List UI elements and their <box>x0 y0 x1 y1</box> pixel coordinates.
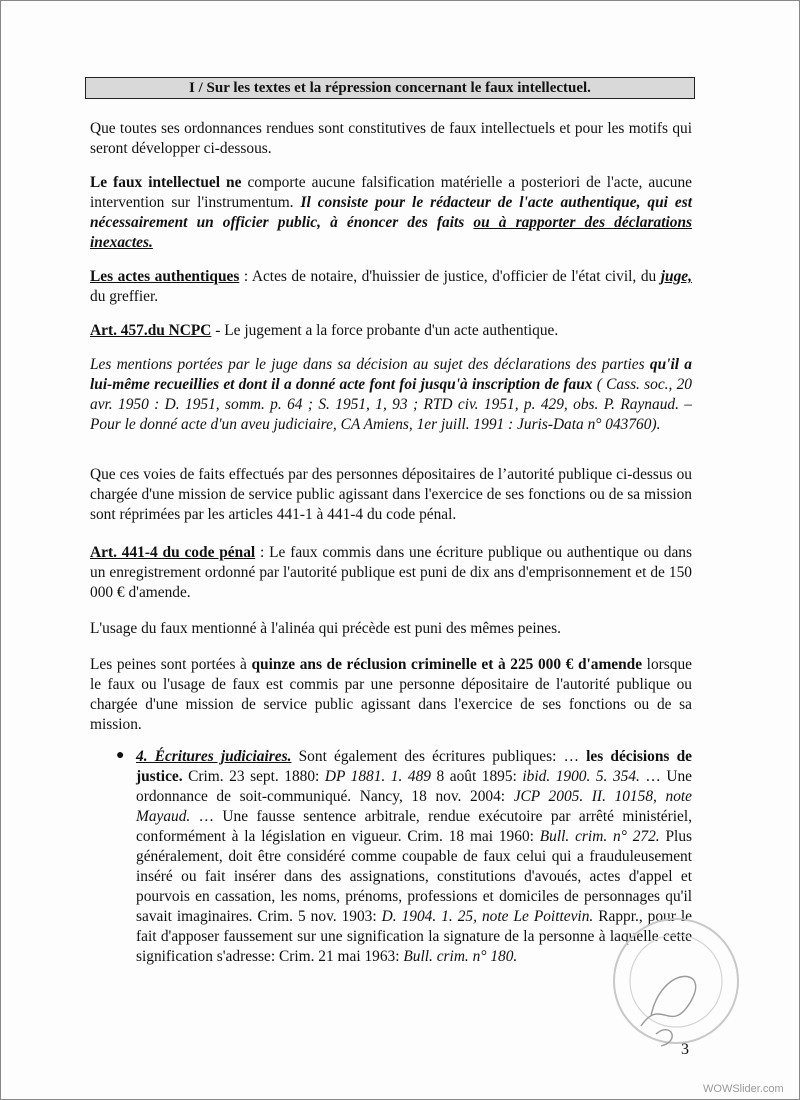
paragraph-art-457 <box>90 321 692 341</box>
citation-span: D. 1904. 1. 25, note Le Poittevin. <box>381 908 594 925</box>
text-span: : Actes de notaire, d'huissier de justice, d'officier de l'état civil, du <box>239 268 661 285</box>
label-actes-authentiques: Les actes authentiques <box>90 268 240 285</box>
text-span: - Le jugement a la force probante d'un acte authentique. <box>211 322 559 339</box>
paragraph-intro: Que toutes ses ordonnances rendues sont constitutives de faux intellectuels et pour les motifs qui seront développer ci-dessous. <box>90 120 692 157</box>
citation-span: Bull. crim. n° 180. <box>403 948 518 965</box>
paragraph-art-441-4 <box>90 543 692 603</box>
emphasis-span: qu'il a lui-même recueillies et dont il a donné acte font foi jusqu'à inscription de faux <box>90 356 692 393</box>
label-art-441-4: Art. 441-4 du code pénal <box>90 544 256 561</box>
text-span: Plus généralement, doit être considéré comme coupable de faux celui qui a frauduleusement inséré ou fait insérer dans des assignations, constitutions d'avoués, actes d'appel et pourvois en cassation, les noms, prénoms, professions et domiciles de personnages qu'il savait imaginaires. Crim. 5 nov. 1903: <box>136 828 693 925</box>
watermark-text: WOWSlider.com <box>703 1083 784 1095</box>
emphasis-span: quinze ans de réclusion criminelle et à 225 000 € d'amende <box>251 656 643 673</box>
paragraph-actes-authentiques <box>90 267 692 307</box>
bullet-icon: ● <box>116 748 125 763</box>
citation-span: JCP 2005. II. 10158, note Mayaud. <box>136 788 692 825</box>
list-item-heading: 4. Écritures judiciaires. <box>136 748 292 765</box>
paragraph-faux-intellectuel <box>90 173 692 253</box>
emphasis-span: Il consiste pour le rédacteur de l'acte authentique, qui est nécessairement un officier public, à énoncer des faits <box>90 194 692 231</box>
text-span: du greffier. <box>90 288 159 305</box>
signature-scribble <box>641 976 696 1046</box>
citation-span: ibid. 1900. 5. 354. <box>522 768 640 785</box>
text-span: Rappr., pour le fait d'apposer faussement sur une signification la signature de la personne à laquelle cette signification s'adresse: Crim. 21 mai 1963: <box>136 908 692 965</box>
term-juge: juge, <box>660 268 692 285</box>
text-span: Sont également des écritures publiques: … <box>291 748 587 765</box>
citation-span: DP 1881. 1. 489 <box>324 768 431 785</box>
text-span: … Une fausse sentence arbitrale, rendue exécutoire par arrêté ministériel, conformément à la législation en vigueur. Crim. 18 mai 1960: <box>136 808 692 845</box>
paragraph-peines <box>90 655 692 735</box>
italic-span: Les mentions portées par le juge dans sa décision au sujet des déclarations des parties <box>90 356 650 373</box>
court-seal-stamp <box>601 906 751 1056</box>
emphasis-underlined-span: ou à rapporter des déclarations inexactes. <box>90 214 692 251</box>
citation-span: ( Cass. soc., 20 avr. 1950 : D. 1951, somm. p. 64 ; S. 1951, 1, 93 ; RTD civ. 1951, p. 429, obs. P. Raynaud. – Pour le donné acte d'un aveu judiciaire, CA Amiens, 1er juill. 1991 : Juris-Data n° 043760). <box>90 376 693 433</box>
paragraph-usage-faux: L'usage du faux mentionné à l'alinéa qui précède est puni des mêmes peines. <box>90 620 561 637</box>
term-faux-intellectuel: Le faux intellectuel ne <box>90 174 242 191</box>
emphasis-span: les décisions de justice. <box>136 748 692 785</box>
text-span: 8 août 1895: <box>430 768 523 785</box>
text-span: comporte aucune falsification matérielle a posteriori de l'acte, aucune intervention sur l'instrumentum. <box>90 174 693 211</box>
text-span: lorsque le faux ou l'usage de faux est commis par une personne dépositaire de l'autorité publique ou chargée d'une mission de service public agissant dans l'exercice de ses fonctions ou de sa mission. <box>90 656 692 733</box>
text-span: Crim. 23 sept. 1880: <box>182 768 325 785</box>
paragraph-mentions <box>90 355 692 435</box>
page-number: 3 <box>681 1041 689 1058</box>
text-span: : Le faux commis dans une écriture publique ou authentique ou dans un enregistrement ordonné par l'autorité publique est puni de dix ans d'emprisonnement et de 150 000 € d'amende. <box>90 544 692 601</box>
paragraph-voies-de-faits: Que ces voies de faits effectués par des personnes dépositaires de l’autorité publique ci-dessus ou chargée d'une mission de service public agissant dans l'exercice de ses fonctions ou de sa mission sont réprimées par les articles 441-1 à 441-4 du code pénal. <box>90 466 692 523</box>
citation-span: Bull. crim. n° 272. <box>539 828 660 845</box>
section-title: I / Sur les textes et la répression concernant le faux intellectuel. <box>85 77 695 99</box>
label-art-457: Art. 457.du NCPC <box>90 322 212 339</box>
text-span: … Une ordonnance de soit-communiqué. Nancy, 18 nov. 2004: <box>136 768 692 805</box>
text-span: Les peines sont portées à <box>90 656 252 673</box>
